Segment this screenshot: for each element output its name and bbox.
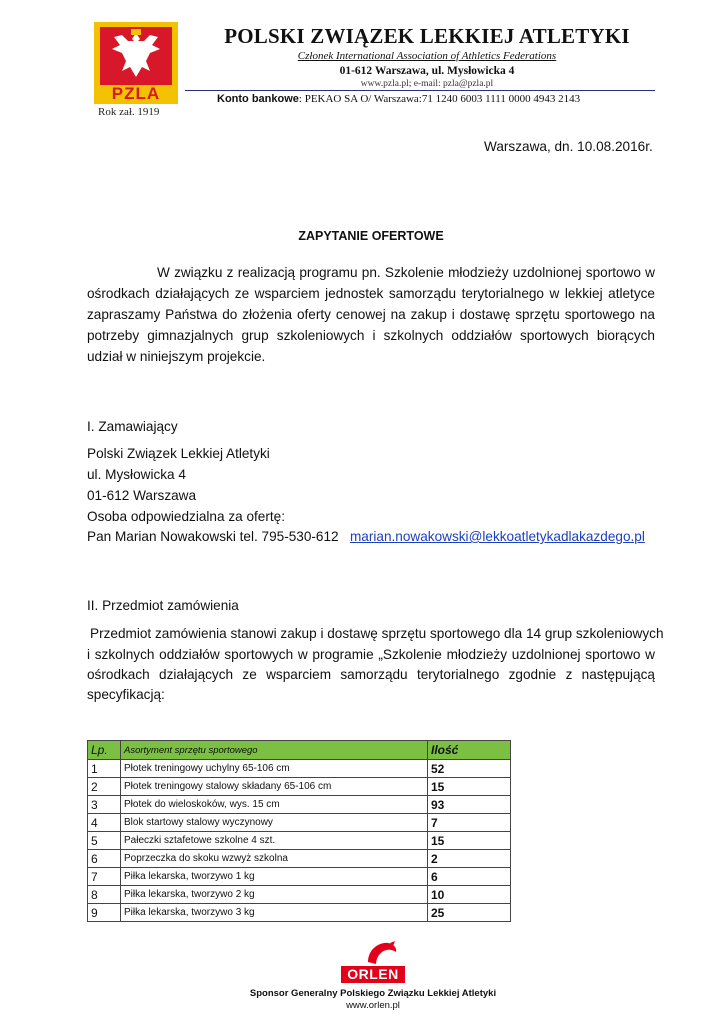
document-date: Warszawa, dn. 10.08.2016r.	[484, 139, 653, 154]
row-number: 3	[88, 796, 121, 814]
row-quantity: 6	[428, 868, 511, 886]
row-item: Poprzeczka do skoku wzwyż szkolna	[121, 850, 428, 868]
specification-table	[87, 740, 511, 922]
column-header-lp: Lp.	[88, 741, 121, 760]
logo-text: PZLA	[111, 84, 161, 103]
row-quantity: 15	[428, 778, 511, 796]
orlen-logo: ORLEN	[341, 966, 405, 983]
column-header-item: Asortyment sprzętu sportowego	[121, 741, 428, 760]
header-divider	[185, 90, 655, 91]
organization-contact: www.pzla.pl; e-mail: pzla@pzla.pl	[360, 79, 494, 89]
document-title: ZAPYTANIE OFERTOWE	[298, 229, 444, 243]
row-item: Płotek do wieloskoków, wys. 15 cm	[121, 796, 428, 814]
table-row	[88, 814, 511, 832]
row-quantity: 93	[428, 796, 511, 814]
subject-line: specyfikacją:	[87, 687, 165, 702]
orlen-eagle-icon	[364, 940, 400, 966]
row-item: Płotek treningowy uchylny 65-106 cm	[121, 760, 428, 778]
table-row	[88, 850, 511, 868]
row-quantity: 25	[428, 904, 511, 922]
row-number: 7	[88, 868, 121, 886]
orderer-line: Polski Związek Lekkiej Atletyki	[87, 446, 270, 461]
row-item: Piłka lekarska, tworzywo 2 kg	[121, 886, 428, 904]
membership-line: Członek International Association of Athletics Federations	[297, 50, 557, 62]
orderer-line: 01-612 Warszawa	[87, 488, 197, 503]
orderer-line: Osoba odpowiedzialna za ofertę:	[87, 509, 285, 524]
intro-paragraph	[87, 262, 655, 367]
bank-label: Konto bankowe	[217, 93, 299, 105]
row-number: 2	[88, 778, 121, 796]
organization-address: 01-612 Warszawa, ul. Mysłowicka 4	[339, 65, 515, 77]
contact-email-link[interactable]: marian.nowakowski@lekkoatletykadlakazdego.pl	[349, 529, 645, 544]
organization-name: POLSKI ZWIĄZEK LEKKIEJ ATLETYKI	[224, 24, 630, 48]
row-number: 6	[88, 850, 121, 868]
table-row	[88, 904, 511, 922]
section-2-heading: II. Przedmiot zamówienia	[87, 598, 239, 613]
row-item: Płotek treningowy stalowy składany 65-106 cm	[121, 778, 428, 796]
table-row	[88, 886, 511, 904]
founded-year: Rok zał. 1919	[98, 106, 160, 118]
sponsor-text: Sponsor Generalny Polskiego Związku Lekkiej Atletyki	[249, 988, 497, 999]
row-number: 4	[88, 814, 121, 832]
row-quantity: 7	[428, 814, 511, 832]
table-row	[88, 778, 511, 796]
orderer-line: ul. Mysłowicka 4	[87, 467, 186, 482]
contact-person: Pan Marian Nowakowski tel. 795-530-612	[87, 529, 339, 544]
row-quantity: 52	[428, 760, 511, 778]
row-number: 1	[88, 760, 121, 778]
row-item: Piłka lekarska, tworzywo 3 kg	[121, 904, 428, 922]
row-number: 5	[88, 832, 121, 850]
eagle-emblem	[100, 27, 172, 85]
row-item: Blok startowy stalowy wyczynowy	[121, 814, 428, 832]
table-header-row	[88, 741, 511, 760]
table-row	[88, 868, 511, 886]
sponsor-website: www.orlen.pl	[346, 1000, 400, 1011]
row-quantity: 15	[428, 832, 511, 850]
row-quantity: 2	[428, 850, 511, 868]
row-item: Pałeczki sztafetowe szkolne 4 szt.	[121, 832, 428, 850]
row-quantity: 10	[428, 886, 511, 904]
table-row	[88, 832, 511, 850]
intro-text: W związku z realizacją programu pn. Szkolenie młodzieży uzdolnionej sportowo w ośrodkach działających ze wsparciem jednostek samorządu terytorialnego w lekkiej atletyce zapraszamy Państwa do złożenia oferty cenowej na zakup i dostawę sprzętu sportowego na potrzeby gimnazjalnych grup szkoleniowych i szkolnych oddziałów sportowych biorących udział w niniejszym projekcie.	[87, 265, 655, 364]
subject-line: ośrodkach działających ze wsparciem samorządu terytorialnego zgodnie z następującą	[87, 667, 655, 682]
column-header-quantity: Ilość	[428, 741, 511, 760]
eagle-icon	[100, 27, 172, 85]
subject-line: Przedmiot zamówienia stanowi zakup i dostawę sprzętu sportowego dla 14 grup szkoleniowych	[90, 626, 664, 641]
row-number: 9	[88, 904, 121, 922]
bank-account	[217, 93, 580, 105]
bank-value: : PEKAO SA O/ Warszawa:71 1240 6003 1111 0000 4943 2143	[298, 93, 581, 105]
subject-line: i szkolnych oddziałów sportowych w programie „Szkolenie młodzieży uzdolnionej sportowo w	[87, 647, 655, 662]
section-1-heading: I. Zamawiający	[87, 419, 178, 434]
pzla-logo	[94, 22, 178, 104]
row-number: 8	[88, 886, 121, 904]
table-row	[88, 760, 511, 778]
table-row	[88, 796, 511, 814]
row-item: Piłka lekarska, tworzywo 1 kg	[121, 868, 428, 886]
contact-person-line	[87, 529, 645, 544]
